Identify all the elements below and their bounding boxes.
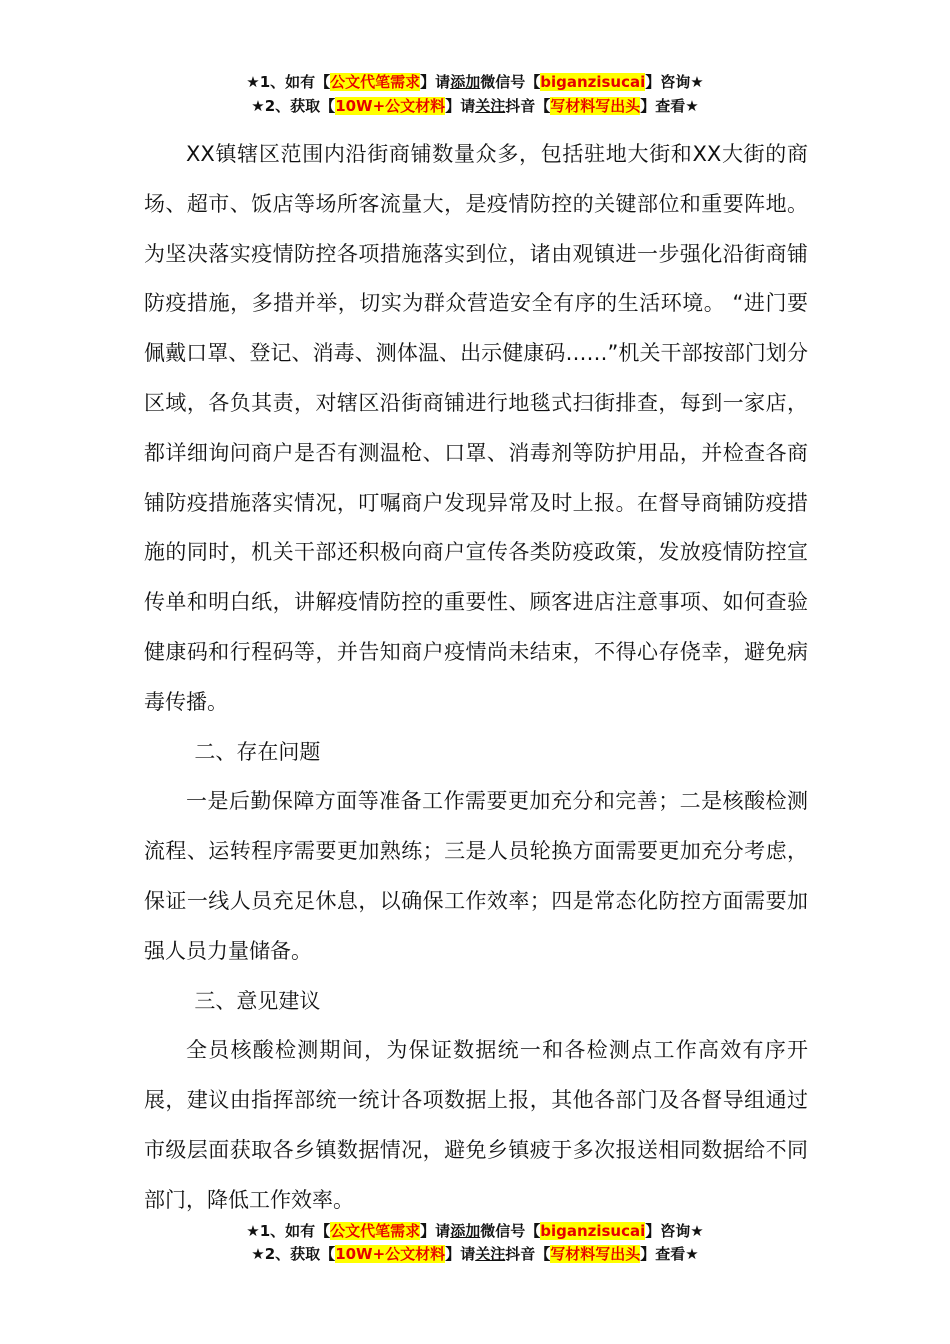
banner-highlight: 10W+公文材料 [335, 97, 446, 115]
banner-text: 抖音【 [505, 97, 551, 115]
banner-text: 微信号【 [480, 1222, 541, 1240]
banner-text: 】请 [420, 1222, 451, 1240]
banner-text: 】请 [445, 97, 476, 115]
banner-wechat-id: biganzisucai [540, 1222, 646, 1240]
banner-highlight: 公文代笔需求 [330, 1222, 421, 1240]
banner-prefix: ★2、获取【 [251, 97, 336, 115]
banner-text: 微信号【 [480, 73, 541, 91]
banner-highlight: 10W+公文材料 [335, 1245, 446, 1263]
banner-wechat-id: biganzisucai [540, 73, 646, 91]
paragraph-inspection: XX镇辖区范围内沿街商铺数量众多，包括驻地大街和XX大街的商场、超市、饭店等场所客流量大，是疫情防控的关键部位和重要阵地。为坚决落实疫情防控各项措施落实到位，诸由观镇进一步强化沿街商铺防疫措施，多措并举，切实为群众营造安全有序的生活环境。 “进门要佩戴口罩、登记、消毒、测体温、出示健康码……”机关干部按部门划分区域，各负其责，对辖区沿街商铺进行地毯式扫街排查，每到一家店，都详细询问商户是否有测温枪、口罩、消毒剂等防护用品，并检查各商铺防疫措施落实情况，叮嘱商户发现异常及时上报。在督导商铺防疫措施的同时，机关干部还积极向商户宣传各类防疫政策，发放疫情防控宣传单和明白纸，讲解疫情防控的重要性、顾客进店注意事项、如何查验健康码和行程码等，并告知商户疫情尚未结束，不得心存侥幸，避免病毒传播。 [144, 142, 808, 714]
banner-suffix: 】查看★ [640, 1245, 699, 1263]
banner-prefix: ★1、如有【 [246, 1222, 331, 1240]
paragraph-problems: 一是后勤保障方面等准备工作需要更加充分和完善；二是核酸检测流程、运转程序需要更加熟练；三是人员轮换方面需要更加充分考虑，保证一线人员充足休息，以确保工作效率；四是常态化防控方面需要加强人员力量储备。 [144, 789, 808, 963]
banner-suffix: 】咨询★ [645, 1222, 704, 1240]
banner-text: 】请 [420, 73, 451, 91]
banner-text: 】请 [445, 1245, 476, 1263]
banner-underlined: 关注 [475, 97, 506, 115]
banner-underlined: 添加 [450, 73, 481, 91]
banner-underlined: 添加 [450, 1222, 481, 1240]
banner-prefix: ★2、获取【 [251, 1245, 336, 1263]
banner-suffix: 】咨询★ [645, 73, 704, 91]
banner-prefix: ★1、如有【 [246, 73, 331, 91]
banner-underlined: 关注 [475, 1245, 506, 1263]
section-heading-problems: 二、存在问题 [194, 739, 321, 764]
banner-douyin-id: 写材料写出头 [550, 97, 641, 115]
banner-douyin-id: 写材料写出头 [550, 1245, 641, 1263]
banner-highlight: 公文代笔需求 [330, 73, 421, 91]
promo-banner-top-line-1 [0, 71, 950, 93]
banner-suffix: 】查看★ [640, 97, 699, 115]
document-body [144, 130, 808, 1226]
paragraph-suggestions: 全员核酸检测期间，为保证数据统一和各检测点工作高效有序开展，建议由指挥部统一统计各项数据上报，其他各部门及各督导组通过市级层面获取各乡镇数据情况，避免乡镇疲于多次报送相同数据给不同部门，降低工作效率。 [144, 1038, 808, 1212]
promo-banner-bottom-line-2 [0, 1243, 950, 1265]
promo-banner-top-line-2 [0, 95, 950, 117]
banner-text: 抖音【 [505, 1245, 551, 1263]
promo-banner-bottom-line-1 [0, 1220, 950, 1242]
section-heading-suggestions: 三、意见建议 [194, 988, 321, 1013]
